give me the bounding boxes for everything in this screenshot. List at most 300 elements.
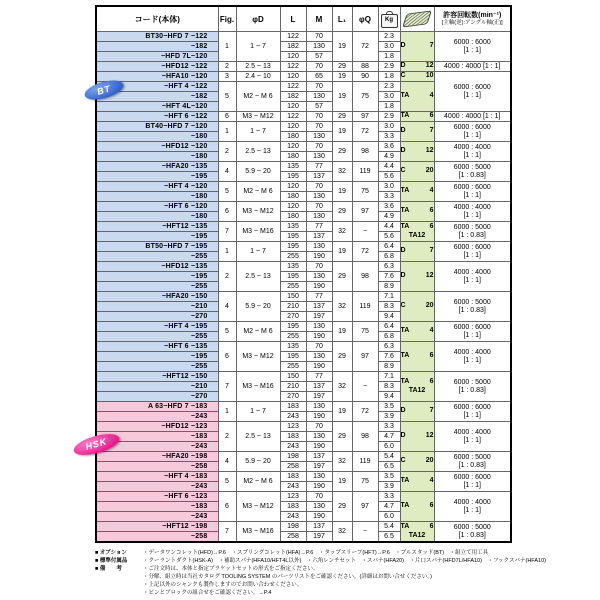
cell-m: 197 bbox=[306, 392, 332, 402]
cell-weight: 3.0 bbox=[378, 92, 400, 102]
cell-length: 243 bbox=[280, 482, 306, 492]
cell-length: 255 bbox=[280, 252, 306, 262]
cell-m: 130 bbox=[306, 212, 332, 222]
table-row bbox=[96, 72, 511, 82]
cell-allowable-speed: 6000 : 5000 [1 : 0.83] bbox=[434, 222, 511, 242]
cell-dia: 2.5 ~ 13 bbox=[236, 262, 280, 292]
cell-allowable-speed: 6000 : 5000 [1 : 0.83] bbox=[434, 452, 511, 472]
cell-weight: 2.9 bbox=[378, 112, 400, 122]
cell-q: 97 bbox=[352, 202, 378, 222]
cell-l1: 32 bbox=[332, 222, 352, 242]
cell-bracket-code: C 20 bbox=[400, 162, 434, 182]
cell-length: 120 bbox=[280, 122, 306, 132]
cell-code: −HFT 6 −123 bbox=[96, 492, 218, 502]
cell-weight: 4.4 bbox=[378, 222, 400, 232]
cell-allowable-speed: 6000 : 5000 [1 : 0.83] bbox=[434, 292, 511, 322]
table-row bbox=[96, 522, 511, 532]
cell-length: 180 bbox=[280, 152, 306, 162]
cell-weight: 2.3 bbox=[378, 82, 400, 92]
cell-m: 190 bbox=[306, 362, 332, 372]
cell-fig: 5 bbox=[218, 472, 236, 492]
footnote-text: ・ピンとブロックの組合せをご確認ください。→P.4 bbox=[143, 590, 272, 596]
cell-m: 190 bbox=[306, 282, 332, 292]
table-row bbox=[96, 222, 511, 232]
cell-code: −180 bbox=[96, 152, 218, 162]
cell-dia: 2.4 ~ 10 bbox=[236, 72, 280, 82]
cell-l1: 19 bbox=[332, 82, 352, 112]
cell-code: −183 bbox=[96, 432, 218, 442]
cell-weight: 8.9 bbox=[378, 362, 400, 372]
footnote-line bbox=[95, 581, 597, 589]
table-row bbox=[96, 472, 511, 482]
cell-m: 130 bbox=[306, 152, 332, 162]
cell-code: −HFD 7L−120 bbox=[96, 52, 218, 62]
cell-weight: 1.8 bbox=[378, 72, 400, 82]
cell-m: 130 bbox=[306, 42, 332, 52]
cell-bracket-code: D 7 bbox=[400, 402, 434, 422]
cell-m: 130 bbox=[306, 352, 332, 362]
cell-code: −243 bbox=[96, 442, 218, 452]
cell-weight: 4.9 bbox=[378, 152, 400, 162]
footnote-text: ・データワンコレット(HFD)→P.6 ・スプリングコレット(HFA)→P.6 ・タップスリーブ(HFT)→P.6 ・プルスタッド(BT) ・組立て用工具 bbox=[143, 550, 489, 556]
cell-weight: 3.6 bbox=[378, 202, 400, 212]
cell-m: 130 bbox=[306, 502, 332, 512]
cell-bracket-code: C 20 bbox=[400, 292, 434, 322]
cell-length: 195 bbox=[280, 272, 306, 282]
cell-m: 70 bbox=[306, 182, 332, 192]
cell-weight: 3.9 bbox=[378, 482, 400, 492]
cell-code: −195 bbox=[96, 172, 218, 182]
cell-fig: 7 bbox=[218, 372, 236, 402]
cell-code: −270 bbox=[96, 392, 218, 402]
footnote-line bbox=[95, 589, 597, 597]
bt-shank-badge: BT bbox=[83, 77, 126, 103]
cell-weight: 6.4 bbox=[378, 242, 400, 252]
cell-length: 195 bbox=[280, 322, 306, 332]
cell-fig: 2 bbox=[218, 262, 236, 292]
col-header-fig: Fig. bbox=[218, 6, 236, 32]
cell-length: 258 bbox=[280, 532, 306, 543]
cell-length: 120 bbox=[280, 182, 306, 192]
cell-weight: 3.0 bbox=[378, 122, 400, 132]
cell-m: 77 bbox=[306, 222, 332, 232]
cell-code: −HFT 4L−120 bbox=[96, 102, 218, 112]
cell-weight: 6.3 bbox=[378, 342, 400, 352]
cell-code: −255 bbox=[96, 332, 218, 342]
table-row bbox=[96, 112, 511, 122]
cell-l1: 29 bbox=[332, 142, 352, 162]
footnotes bbox=[95, 549, 597, 597]
footnote-text: ・分解、組立時は当社カタログ TOOLING SYSTEM のパーツリストをご確認ください。(詳細はお問い合せください。) bbox=[143, 574, 432, 580]
cell-l1: 32 bbox=[332, 292, 352, 322]
speed-title: 許容回転数(min⁻¹) bbox=[443, 11, 502, 19]
cell-m: 70 bbox=[306, 82, 332, 92]
cell-dia: M2 ~ M 6 bbox=[236, 182, 280, 202]
cell-length: 122 bbox=[280, 82, 306, 92]
cell-bracket-code: TA 4 bbox=[400, 82, 434, 112]
cell-m: 70 bbox=[306, 112, 332, 122]
cell-m: 70 bbox=[306, 342, 332, 352]
cell-m: 130 bbox=[306, 192, 332, 202]
header-row bbox=[96, 6, 511, 32]
cell-m: 137 bbox=[306, 302, 332, 312]
cell-weight: 6.5 bbox=[378, 532, 400, 543]
cell-bracket-code: TA 6 TA12 bbox=[400, 372, 434, 402]
cell-l1: 32 bbox=[332, 522, 352, 543]
cell-bracket-code: C 10 bbox=[400, 72, 434, 82]
cell-length: 120 bbox=[280, 72, 306, 82]
cell-allowable-speed: 6000 : 6000 [1 : 1] bbox=[434, 242, 511, 262]
cell-weight: 8.3 bbox=[378, 382, 400, 392]
cell-code: −HFT 4 −122 bbox=[96, 82, 218, 92]
cell-dia: M2 ~ M 6 bbox=[236, 472, 280, 492]
col-header-weight bbox=[378, 6, 400, 32]
cell-l1: 19 bbox=[332, 322, 352, 342]
cell-q: 72 bbox=[352, 402, 378, 422]
cell-allowable-speed: 4000 : 4000 [1 : 1] bbox=[434, 342, 511, 372]
cell-m: 190 bbox=[306, 512, 332, 522]
cell-m: 190 bbox=[306, 332, 332, 342]
cell-weight: 2.9 bbox=[378, 62, 400, 72]
cell-q: 97 bbox=[352, 492, 378, 522]
cell-weight: 7.1 bbox=[378, 292, 400, 302]
cell-dia: M3 ~ M12 bbox=[236, 492, 280, 522]
table-row bbox=[96, 182, 511, 192]
cell-l1: 29 bbox=[332, 202, 352, 222]
table-row bbox=[96, 372, 511, 382]
cell-code: −243 bbox=[96, 412, 218, 422]
cell-code: −HFA20 −198 bbox=[96, 452, 218, 462]
cell-length: 182 bbox=[280, 42, 306, 52]
cell-bracket-code: D 12 bbox=[400, 262, 434, 292]
cell-weight: 7.6 bbox=[378, 352, 400, 362]
cell-q: 98 bbox=[352, 262, 378, 292]
cell-q: 88 bbox=[352, 62, 378, 72]
footnote-line bbox=[95, 549, 597, 557]
cell-l1: 32 bbox=[332, 162, 352, 182]
cell-fig: 7 bbox=[218, 222, 236, 242]
cell-weight: 6.3 bbox=[378, 262, 400, 272]
footnote-text: ・ご注文時は、本体と指定ブラケットセットの形式をご指定ください。 bbox=[143, 566, 319, 572]
cell-code: −195 bbox=[96, 232, 218, 242]
cell-m: 70 bbox=[306, 492, 332, 502]
cell-code: BT30−HFD 7 −122 bbox=[96, 32, 218, 42]
cell-fig: 7 bbox=[218, 522, 236, 543]
cell-length: 120 bbox=[280, 102, 306, 112]
cell-l1: 19 bbox=[332, 242, 352, 262]
cell-length: 195 bbox=[280, 352, 306, 362]
cell-code: −183 bbox=[96, 502, 218, 512]
cell-code: BT40−HFD 7 −120 bbox=[96, 122, 218, 132]
cell-q: 72 bbox=[352, 32, 378, 62]
cell-fig: 5 bbox=[218, 182, 236, 202]
cell-q: 75 bbox=[352, 322, 378, 342]
cell-weight: 9.4 bbox=[378, 392, 400, 402]
cell-q: 72 bbox=[352, 122, 378, 142]
cell-l1: 29 bbox=[332, 492, 352, 522]
footnote-text: ・クーラントダクト(HSK-A) ・補助スパナ(HFA10/HFT4L以外) ・六角レンチセット ・スパナ(HFA20) ・片口スパナ(HFD7L/HFA10) ・フックスパナ(HFA10) bbox=[143, 558, 546, 564]
cell-bracket-code: TA 6 bbox=[400, 202, 434, 222]
cell-length: 183 bbox=[280, 472, 306, 482]
cell-length: 195 bbox=[280, 242, 306, 252]
cell-code: −255 bbox=[96, 252, 218, 262]
cell-m: 77 bbox=[306, 292, 332, 302]
table-row bbox=[96, 452, 511, 462]
cell-bracket-code: TA 6 bbox=[400, 342, 434, 372]
cell-fig: 1 bbox=[218, 242, 236, 262]
cell-bracket-code: TA 4 bbox=[400, 472, 434, 492]
cell-q: 75 bbox=[352, 182, 378, 202]
table-row bbox=[96, 32, 511, 42]
table-row bbox=[96, 142, 511, 152]
cell-length: 270 bbox=[280, 392, 306, 402]
col-header-m: M bbox=[306, 6, 332, 32]
cell-allowable-speed: 4000 : 4000 [1 : 1] bbox=[434, 422, 511, 452]
cell-code: −195 bbox=[96, 272, 218, 282]
footnote-label: ■ 標準付属品 bbox=[95, 558, 128, 564]
cell-m: 137 bbox=[306, 452, 332, 462]
cell-q: 90 bbox=[352, 72, 378, 82]
cell-dia: M3 ~ M16 bbox=[236, 372, 280, 402]
cell-m: 130 bbox=[306, 242, 332, 252]
cell-code: −180 bbox=[96, 212, 218, 222]
cell-m: 190 bbox=[306, 482, 332, 492]
cell-weight: 3.9 bbox=[378, 412, 400, 422]
cell-length: 195 bbox=[280, 172, 306, 182]
cell-code: −HFT 6 −120 bbox=[96, 202, 218, 212]
cell-allowable-speed: 6000 : 6000 [1 : 1] bbox=[434, 402, 511, 422]
cell-length: 258 bbox=[280, 462, 306, 472]
cell-m: 197 bbox=[306, 462, 332, 472]
cell-m: 130 bbox=[306, 432, 332, 442]
cell-dia: 2.5 ~ 13 bbox=[236, 142, 280, 162]
cell-length: 243 bbox=[280, 412, 306, 422]
cell-allowable-speed: 4000 : 4000 [1 : 1] bbox=[434, 142, 511, 162]
cell-code: −243 bbox=[96, 482, 218, 492]
cell-length: 122 bbox=[280, 62, 306, 72]
cell-bracket-code: D 7 bbox=[400, 122, 434, 142]
cell-length: 183 bbox=[280, 502, 306, 512]
footnote-label bbox=[95, 581, 143, 589]
table-row bbox=[96, 262, 511, 272]
cell-fig: 5 bbox=[218, 322, 236, 342]
cell-code: −HFA20 −150 bbox=[96, 292, 218, 302]
cell-code: −180 bbox=[96, 192, 218, 202]
cell-length: 150 bbox=[280, 372, 306, 382]
cell-length: 182 bbox=[280, 92, 306, 102]
cell-code: −270 bbox=[96, 312, 218, 322]
cell-weight: 3.3 bbox=[378, 492, 400, 502]
cell-l1: 19 bbox=[332, 72, 352, 82]
cell-weight: 4.7 bbox=[378, 502, 400, 512]
cell-m: 197 bbox=[306, 312, 332, 322]
cell-code: −210 bbox=[96, 302, 218, 312]
cell-length: 210 bbox=[280, 382, 306, 392]
cell-q: 98 bbox=[352, 422, 378, 452]
cell-length: 183 bbox=[280, 402, 306, 412]
kg-icon: Kg bbox=[381, 14, 398, 28]
cell-bracket-code: D 12 bbox=[400, 422, 434, 452]
cell-q: 75 bbox=[352, 82, 378, 112]
cell-dia: M3 ~ M12 bbox=[236, 342, 280, 372]
cell-m: 70 bbox=[306, 122, 332, 132]
cell-code: −258 bbox=[96, 532, 218, 543]
cell-weight: 3.3 bbox=[378, 422, 400, 432]
cell-weight: 5.4 bbox=[378, 522, 400, 532]
table-row bbox=[96, 202, 511, 212]
col-header-code: コード(本体) bbox=[96, 6, 218, 32]
footnote-text: ・上記以外のシャンクも製作しますのでお問い合わせください。 bbox=[143, 582, 303, 588]
cell-weight: 6.5 bbox=[378, 462, 400, 472]
col-header-speed bbox=[434, 6, 511, 32]
cell-code: −HFD12 −122 bbox=[96, 62, 218, 72]
cell-length: 180 bbox=[280, 192, 306, 202]
cell-code: −180 bbox=[96, 132, 218, 142]
cell-m: 190 bbox=[306, 442, 332, 452]
cell-code: −HFT12 −150 bbox=[96, 372, 218, 382]
cell-weight: 1.8 bbox=[378, 102, 400, 112]
cell-m: 65 bbox=[306, 72, 332, 82]
cell-allowable-speed: 6000 : 6000 [1 : 1] bbox=[434, 472, 511, 492]
col-header-l1: L₁ bbox=[332, 6, 352, 32]
cell-fig: 6 bbox=[218, 112, 236, 122]
cell-m: 190 bbox=[306, 412, 332, 422]
cell-bracket-code: D 12 bbox=[400, 142, 434, 162]
cell-fig: 6 bbox=[218, 342, 236, 372]
cell-code: −243 bbox=[96, 512, 218, 522]
cell-bracket-code: C 20 bbox=[400, 452, 434, 472]
cell-weight: 6.0 bbox=[378, 512, 400, 522]
cell-l1: 29 bbox=[332, 422, 352, 452]
cell-m: 57 bbox=[306, 52, 332, 62]
cell-m: 137 bbox=[306, 232, 332, 242]
speed-subtitle: [主軸(逆):アングル軸(正)] bbox=[441, 19, 503, 26]
cell-l1: 29 bbox=[332, 112, 352, 122]
table-row bbox=[96, 122, 511, 132]
cell-m: 70 bbox=[306, 62, 332, 72]
cell-weight: 3.5 bbox=[378, 402, 400, 412]
cell-fig: 1 bbox=[218, 402, 236, 422]
cell-length: 210 bbox=[280, 302, 306, 312]
cell-weight: 5.6 bbox=[378, 172, 400, 182]
cell-length: 150 bbox=[280, 292, 306, 302]
cell-length: 195 bbox=[280, 232, 306, 242]
table-row bbox=[96, 402, 511, 412]
cell-q: − bbox=[352, 372, 378, 402]
cell-l1: 32 bbox=[332, 452, 352, 472]
cell-q: 75 bbox=[352, 472, 378, 492]
cell-allowable-speed: 6000 : 6000 [1 : 1] bbox=[434, 322, 511, 342]
cell-length: 135 bbox=[280, 262, 306, 272]
cell-allowable-speed: 4000 : 4000 [1 : 1] bbox=[434, 492, 511, 522]
cell-dia: 5.9 ~ 20 bbox=[236, 452, 280, 472]
table-row bbox=[96, 242, 511, 252]
cell-l1: 19 bbox=[332, 122, 352, 142]
table-row bbox=[96, 292, 511, 302]
cell-fig: 6 bbox=[218, 492, 236, 522]
cell-code: −HFT 4 −120 bbox=[96, 182, 218, 192]
cell-dia: 2.5 ~ 13 bbox=[236, 422, 280, 452]
cell-code: −195 bbox=[96, 352, 218, 362]
cell-q: − bbox=[352, 222, 378, 242]
cell-bracket-code: TA 4 bbox=[400, 182, 434, 202]
cell-m: 70 bbox=[306, 142, 332, 152]
cell-allowable-speed: 6000 : 6000 [1 : 1] bbox=[434, 72, 511, 112]
cell-dia: 1 ~ 7 bbox=[236, 242, 280, 262]
cell-allowable-speed: 6000 : 5000 [1 : 0.83] bbox=[434, 372, 511, 402]
cell-fig: 4 bbox=[218, 162, 236, 182]
cell-length: 180 bbox=[280, 212, 306, 222]
cell-length: 255 bbox=[280, 332, 306, 342]
hsk-shank-badge: HSK bbox=[72, 430, 122, 459]
cell-m: 130 bbox=[306, 402, 332, 412]
cell-length: 123 bbox=[280, 492, 306, 502]
cell-code: −258 bbox=[96, 462, 218, 472]
cell-weight: 6.0 bbox=[378, 442, 400, 452]
cell-bracket-code: TA 6 bbox=[400, 112, 434, 122]
cell-code: −182 bbox=[96, 92, 218, 102]
cell-code: −HFT 6 −135 bbox=[96, 342, 218, 352]
cell-code: −255 bbox=[96, 362, 218, 372]
cell-allowable-speed: 4000 : 4000 [1 : 1] bbox=[434, 62, 511, 72]
cell-q: 119 bbox=[352, 292, 378, 322]
cell-weight: 3.3 bbox=[378, 192, 400, 202]
cell-weight: 3.5 bbox=[378, 472, 400, 482]
cell-length: 122 bbox=[280, 112, 306, 122]
cell-weight: 7.6 bbox=[378, 272, 400, 282]
footnote-label bbox=[95, 573, 143, 581]
cell-fig: 3 bbox=[218, 72, 236, 82]
cell-length: 255 bbox=[280, 362, 306, 372]
col-header-length: L bbox=[280, 6, 306, 32]
cell-m: 137 bbox=[306, 172, 332, 182]
cell-m: 130 bbox=[306, 92, 332, 102]
cell-m: 130 bbox=[306, 272, 332, 282]
cell-length: 120 bbox=[280, 52, 306, 62]
cell-weight: 5.4 bbox=[378, 452, 400, 462]
cell-q: 98 bbox=[352, 142, 378, 162]
footnote-line bbox=[95, 565, 597, 573]
cell-weight: 4.4 bbox=[378, 162, 400, 172]
cell-bracket-code: D 7 bbox=[400, 242, 434, 262]
cell-weight: 9.4 bbox=[378, 312, 400, 322]
cell-bracket-code: D 7 bbox=[400, 32, 434, 62]
cell-weight: 6.4 bbox=[378, 322, 400, 332]
table-row bbox=[96, 492, 511, 502]
cell-l1: 29 bbox=[332, 262, 352, 292]
cell-bracket-code: TA 6 bbox=[400, 492, 434, 522]
cell-dia: 1 ~ 7 bbox=[236, 402, 280, 422]
cell-fig: 5 bbox=[218, 82, 236, 112]
cell-m: 70 bbox=[306, 202, 332, 212]
table-row bbox=[96, 322, 511, 332]
cell-code: −HFD12 −123 bbox=[96, 422, 218, 432]
cell-length: 180 bbox=[280, 132, 306, 142]
cell-length: 243 bbox=[280, 442, 306, 452]
cell-length: 270 bbox=[280, 312, 306, 322]
cell-length: 135 bbox=[280, 162, 306, 172]
cell-weight: 2.3 bbox=[378, 32, 400, 42]
cell-l1: 19 bbox=[332, 402, 352, 422]
cell-code: A 63−HFD 7 −183 bbox=[96, 402, 218, 412]
cell-length: 135 bbox=[280, 222, 306, 232]
cell-length: 122 bbox=[280, 32, 306, 42]
cell-m: 70 bbox=[306, 32, 332, 42]
cell-weight: 4.9 bbox=[378, 212, 400, 222]
table-row bbox=[96, 342, 511, 352]
cell-q: 97 bbox=[352, 112, 378, 122]
cell-dia: M2 ~ M 6 bbox=[236, 322, 280, 342]
